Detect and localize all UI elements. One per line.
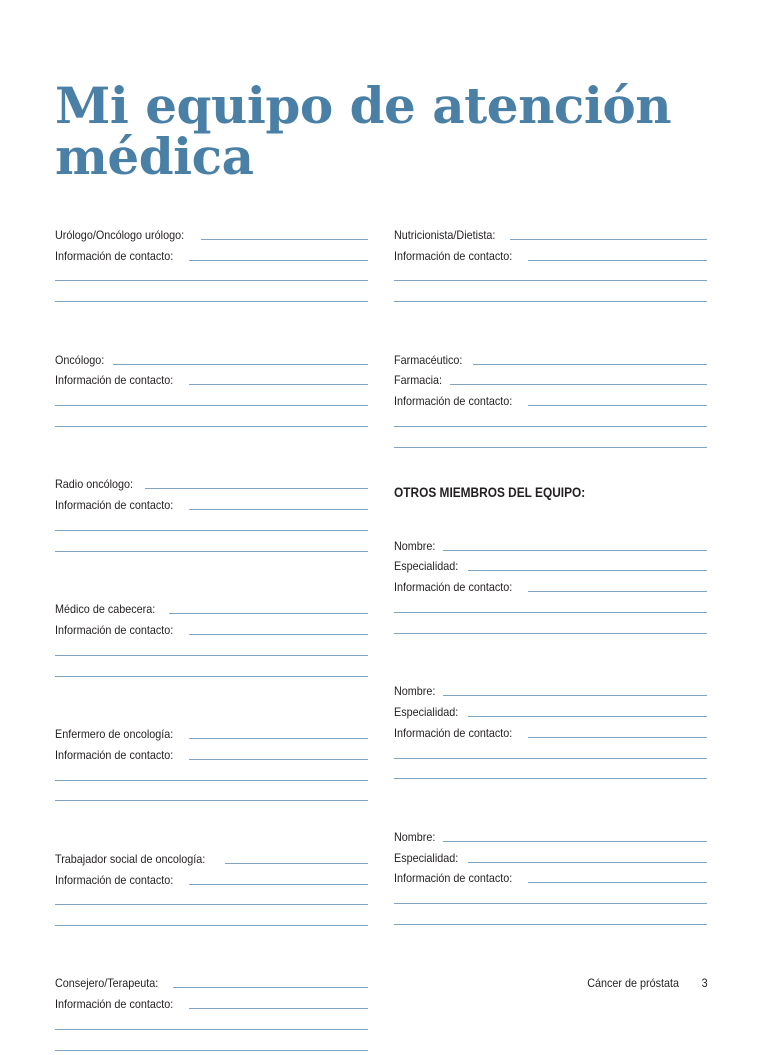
pharmacist-contact-line[interactable] [394, 431, 707, 452]
oncology-nurse-contact-field[interactable] [189, 759, 368, 760]
field-label-contact: Información de contacto: [55, 997, 174, 1012]
field-label-contact: Información de contacto: [394, 871, 513, 886]
other-member-contact-field[interactable] [528, 591, 707, 592]
social-worker-contact-line[interactable] [55, 889, 368, 910]
field-label-radiation-oncologist: Radio oncólogo: [55, 477, 134, 492]
entry-primary-doctor [55, 597, 368, 680]
entry-social-worker [55, 847, 368, 930]
field-label-name: Nombre: [394, 684, 436, 699]
other-member-contact-line[interactable] [394, 763, 707, 784]
field-label-oncology-nurse: Enfermero de oncología: [55, 726, 174, 741]
entry-oncology-nurse [55, 722, 368, 805]
page-title-line-1: Mi equipo de atención [55, 76, 672, 135]
entry-counselor [55, 972, 368, 1055]
social-worker-contact-field[interactable] [189, 884, 368, 885]
entry-radiation-oncologist [55, 473, 368, 556]
field-label-contact: Información de contacto: [394, 580, 513, 595]
oncologist-contact-field[interactable] [189, 384, 368, 385]
other-member-name-field[interactable] [443, 695, 707, 696]
radiation-oncologist-field[interactable] [145, 488, 368, 489]
other-member-contact-line[interactable] [394, 742, 707, 763]
oncology-nurse-field[interactable] [189, 738, 368, 739]
footer-publication: Cáncer de próstata [587, 976, 680, 990]
oncology-nurse-contact-line[interactable] [55, 764, 368, 785]
entry-nutritionist [394, 223, 707, 306]
nutritionist-field[interactable] [510, 239, 707, 240]
field-label-contact: Información de contacto: [55, 747, 174, 762]
field-label-primary-doctor: Médico de cabecera: [55, 602, 156, 617]
urologist-contact-line[interactable] [55, 285, 368, 306]
other-member-contact-line[interactable] [394, 887, 707, 908]
field-label-pharmacist: Farmacéutico: [394, 352, 463, 367]
pharmacist-contact-field[interactable] [528, 405, 707, 406]
other-member-specialty-field[interactable] [468, 716, 707, 717]
primary-doctor-contact-field[interactable] [189, 634, 368, 635]
entry-urologist [55, 223, 368, 306]
social-worker-contact-line[interactable] [55, 909, 368, 930]
pharmacist-field[interactable] [473, 364, 707, 365]
field-label-contact: Información de contacto: [55, 498, 174, 513]
counselor-contact-field[interactable] [189, 1008, 368, 1009]
field-label-specialty: Especialidad: [394, 704, 459, 719]
primary-doctor-field[interactable] [169, 613, 368, 614]
other-member-name-field[interactable] [443, 841, 707, 842]
other-member-contact-line[interactable] [394, 596, 707, 617]
field-label-contact: Información de contacto: [394, 248, 513, 263]
other-members-heading: OTROS MIEMBROS DEL EQUIPO: [394, 484, 586, 500]
field-label-nutritionist: Nutricionista/Dietista: [394, 227, 496, 242]
field-label-contact: Información de contacto: [394, 725, 513, 740]
counselor-contact-line[interactable] [55, 1034, 368, 1055]
nutritionist-contact-field[interactable] [528, 260, 707, 261]
urologist-field[interactable] [201, 239, 368, 240]
right-column [394, 223, 707, 929]
primary-doctor-contact-line[interactable] [55, 639, 368, 660]
oncologist-contact-line[interactable] [55, 410, 368, 431]
other-member-specialty-field[interactable] [468, 570, 707, 571]
field-label-specialty: Especialidad: [394, 559, 459, 574]
entry-other-member [394, 825, 707, 929]
other-member-contact-line[interactable] [394, 908, 707, 929]
page-number: 3 [701, 976, 708, 990]
page-title-line-2: médica [55, 127, 254, 186]
field-label-contact: Información de contacto: [55, 373, 174, 388]
field-label-contact: Información de contacto: [55, 622, 174, 637]
pharmacy-field[interactable] [450, 384, 707, 385]
field-label-pharmacy: Farmacia: [394, 373, 443, 388]
radiation-oncologist-contact-line[interactable] [55, 535, 368, 556]
field-label-social-worker: Trabajador social de oncología: [55, 851, 206, 866]
other-member-contact-field[interactable] [528, 882, 707, 883]
other-member-name-field[interactable] [443, 550, 707, 551]
radiation-oncologist-contact-field[interactable] [189, 509, 368, 510]
left-column [55, 223, 368, 1055]
page-title [55, 76, 672, 186]
field-label-oncologist: Oncólogo: [55, 352, 105, 367]
nutritionist-contact-line[interactable] [394, 265, 707, 286]
entry-pharmacist [394, 348, 707, 452]
other-member-contact-line[interactable] [394, 617, 707, 638]
field-label-name: Nombre: [394, 829, 436, 844]
pharmacist-contact-line[interactable] [394, 410, 707, 431]
urologist-contact-line[interactable] [55, 265, 368, 286]
oncology-nurse-contact-line[interactable] [55, 785, 368, 806]
field-label-specialty: Especialidad: [394, 850, 459, 865]
field-label-contact: Información de contacto: [55, 248, 174, 263]
primary-doctor-contact-line[interactable] [55, 660, 368, 681]
field-label-contact: Información de contacto: [394, 394, 513, 409]
urologist-contact-field[interactable] [189, 260, 368, 261]
nutritionist-contact-line[interactable] [394, 285, 707, 306]
oncologist-field[interactable] [113, 364, 368, 365]
field-label-contact: Información de contacto: [55, 872, 174, 887]
entry-oncologist [55, 348, 368, 431]
radiation-oncologist-contact-line[interactable] [55, 514, 368, 535]
other-member-specialty-field[interactable] [468, 862, 707, 863]
other-member-contact-field[interactable] [528, 737, 707, 738]
field-label-counselor: Consejero/Terapeuta: [55, 976, 159, 991]
field-label-urologist: Urólogo/Oncólogo urólogo: [55, 227, 185, 242]
counselor-field[interactable] [173, 987, 368, 988]
social-worker-field[interactable] [225, 863, 368, 864]
entry-other-member [394, 534, 707, 638]
entry-other-member [394, 679, 707, 783]
page-footer [500, 976, 708, 990]
field-label-name: Nombre: [394, 538, 436, 553]
oncologist-contact-line[interactable] [55, 389, 368, 410]
